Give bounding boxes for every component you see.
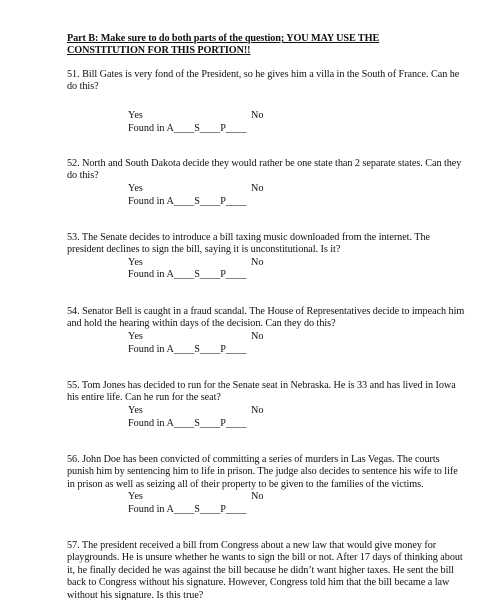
question-52-no-option[interactable]: No bbox=[251, 183, 264, 194]
question-53-yes-option[interactable]: Yes bbox=[128, 257, 143, 268]
question-55-yes-option[interactable]: Yes bbox=[128, 405, 143, 416]
question-55-no-option[interactable]: No bbox=[251, 405, 264, 416]
question-56-yes-option[interactable]: Yes bbox=[128, 491, 143, 502]
question-52 bbox=[67, 158, 465, 183]
question-51 bbox=[67, 69, 465, 94]
question-52-text: 52. North and South Dakota decide they would rather be one state than 2 separate states. Can they do this? bbox=[67, 158, 462, 182]
question-52-yes-option[interactable]: Yes bbox=[128, 183, 143, 194]
question-53-no-option[interactable]: No bbox=[251, 257, 264, 268]
question-54-no-option[interactable]: No bbox=[251, 331, 264, 342]
question-55-text: 55. Tom Jones has decided to run for the Senate seat in Nebraska. He is 33 and has lived in Iowa his entire life. Can he run for the seat? bbox=[67, 380, 456, 404]
question-53-text: 53. The Senate decides to introduce a bill taxing music downloaded from the internet. The president declines to sign the bill, saying it is unconstitutional. Is it? bbox=[67, 232, 430, 256]
question-56-found-in-field[interactable]: Found in A____S____P____ bbox=[128, 504, 247, 515]
question-57-text: 57. The president received a bill from Congress about a new law that would give money for playgrounds. He is unsure whether he wants to sign the bill or not. After 17 days of thinking about it, he finally decided he was against the bill because he didn’t want higher taxes. He sent the bill back to Congress without his signature. However, Congress told him that the bill became a law without his signature. Is this true? bbox=[67, 540, 463, 600]
question-53 bbox=[67, 232, 465, 257]
section-heading-line-2: CONSTITUTION FOR THIS PORTION!! bbox=[67, 45, 251, 56]
question-51-found-in-field[interactable]: Found in A____S____P____ bbox=[128, 123, 247, 134]
question-51-text: 51. Bill Gates is very fond of the President, so he gives him a villa in the South of France. Can he do this? bbox=[67, 69, 460, 93]
question-54-text: 54. Senator Bell is caught in a fraud scandal. The House of Representatives decide to impeach him and hold the hearing within days of the decision. Can they do this? bbox=[67, 306, 465, 330]
question-54 bbox=[67, 306, 465, 331]
question-56 bbox=[67, 454, 465, 491]
question-51-yes-option[interactable]: Yes bbox=[128, 110, 143, 121]
question-53-found-in-field[interactable]: Found in A____S____P____ bbox=[128, 269, 247, 280]
question-56-no-option[interactable]: No bbox=[251, 491, 264, 502]
question-54-yes-option[interactable]: Yes bbox=[128, 331, 143, 342]
section-heading-line-1: Part B: Make sure to do both parts of the question; YOU MAY USE THE bbox=[67, 33, 380, 44]
section-heading bbox=[67, 33, 447, 57]
question-54-found-in-field[interactable]: Found in A____S____P____ bbox=[128, 344, 247, 355]
question-55 bbox=[67, 380, 465, 405]
question-56-text: 56. John Doe has been convicted of committing a series of murders in Las Vegas. The courts punish him by sentencing him to life in prison. The judge also decides to sentence his wife to life in prison as well as seizing all of their property to be given to the families of the victims. bbox=[67, 454, 458, 490]
question-57 bbox=[67, 540, 465, 600]
question-55-found-in-field[interactable]: Found in A____S____P____ bbox=[128, 418, 247, 429]
question-52-found-in-field[interactable]: Found in A____S____P____ bbox=[128, 196, 247, 207]
question-51-no-option[interactable]: No bbox=[251, 110, 264, 121]
